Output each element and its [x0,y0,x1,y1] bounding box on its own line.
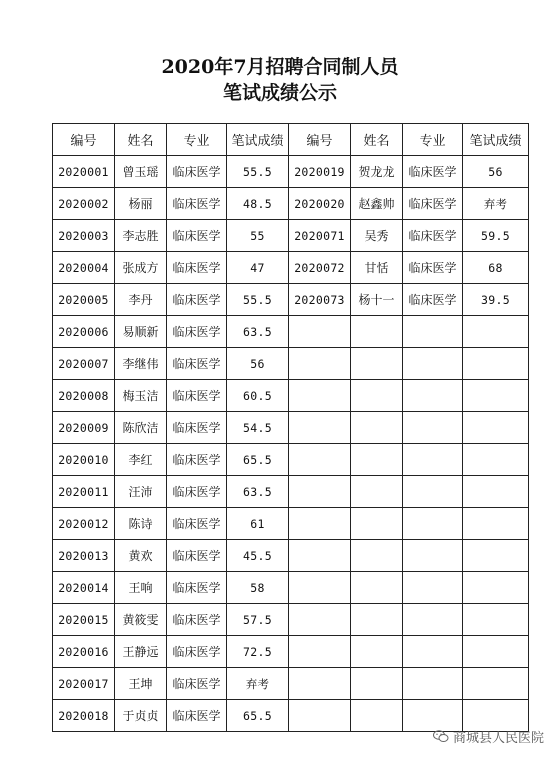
cell-name-1: 陈诗 [115,508,167,540]
cell-name-1: 黄欢 [115,540,167,572]
cell-major-2 [403,540,463,572]
cell-major-1: 临床医学 [167,348,227,380]
cell-id-1: 2020016 [53,636,115,668]
cell-id-1: 2020010 [53,444,115,476]
cell-id-1: 2020004 [53,252,115,284]
cell-major-2 [403,572,463,604]
cell-name-2 [351,700,403,732]
cell-id-2 [289,316,351,348]
cell-major-1: 临床医学 [167,476,227,508]
table-row [53,444,529,476]
cell-major-2 [403,604,463,636]
cell-name-1: 李继伟 [115,348,167,380]
cell-name-2: 贺龙龙 [351,156,403,188]
cell-id-2 [289,540,351,572]
cell-major-2: 临床医学 [403,188,463,220]
cell-score-1: 58 [227,572,289,604]
cell-score-2 [463,380,529,412]
cell-name-1: 张成方 [115,252,167,284]
header-id-1: 编号 [53,124,115,156]
cell-name-1: 黄筱雯 [115,604,167,636]
table-row [53,284,529,316]
cell-name-1: 李红 [115,444,167,476]
cell-id-2: 2020019 [289,156,351,188]
cell-score-2 [463,604,529,636]
cell-score-1: 45.5 [227,540,289,572]
table-row [53,380,529,412]
cell-name-1: 陈欣洁 [115,412,167,444]
cell-name-2: 赵鑫帅 [351,188,403,220]
table-row [53,476,529,508]
table-row [53,604,529,636]
cell-major-2 [403,668,463,700]
cell-id-2 [289,508,351,540]
cell-score-2: 68 [463,252,529,284]
cell-score-1: 47 [227,252,289,284]
cell-score-1: 65.5 [227,444,289,476]
cell-name-1: 王静远 [115,636,167,668]
cell-major-2: 临床医学 [403,220,463,252]
cell-id-1: 2020001 [53,156,115,188]
cell-name-1: 梅玉洁 [115,380,167,412]
cell-score-2: 56 [463,156,529,188]
table-row [53,188,529,220]
cell-name-2: 杨十一 [351,284,403,316]
table-row [53,348,529,380]
table-row [53,412,529,444]
cell-major-2: 临床医学 [403,252,463,284]
cell-name-1: 易顺新 [115,316,167,348]
cell-name-2: 甘恬 [351,252,403,284]
cell-major-2 [403,444,463,476]
cell-id-2: 2020073 [289,284,351,316]
cell-score-1: 56 [227,348,289,380]
table-row [53,220,529,252]
cell-score-2 [463,316,529,348]
cell-id-2 [289,668,351,700]
cell-score-2: 弃考 [463,188,529,220]
cell-score-1: 48.5 [227,188,289,220]
table-row [53,156,529,188]
cell-major-2 [403,476,463,508]
cell-name-2 [351,316,403,348]
cell-id-2 [289,476,351,508]
header-major-1: 专业 [167,124,227,156]
cell-score-1: 57.5 [227,604,289,636]
cell-score-2 [463,572,529,604]
cell-name-1: 曾玉瑶 [115,156,167,188]
cell-major-2 [403,316,463,348]
cell-name-1: 王坤 [115,668,167,700]
cell-score-1: 65.5 [227,700,289,732]
cell-score-2 [463,636,529,668]
cell-id-1: 2020007 [53,348,115,380]
cell-name-1: 李丹 [115,284,167,316]
cell-major-2 [403,636,463,668]
cell-id-2: 2020072 [289,252,351,284]
table-row [53,252,529,284]
cell-name-1: 王响 [115,572,167,604]
cell-score-2 [463,444,529,476]
cell-major-1: 临床医学 [167,316,227,348]
cell-major-1: 临床医学 [167,156,227,188]
cell-id-1: 2020006 [53,316,115,348]
cell-id-1: 2020014 [53,572,115,604]
cell-score-2 [463,412,529,444]
cell-major-1: 临床医学 [167,540,227,572]
header-major-2: 专业 [403,124,463,156]
cell-major-1: 临床医学 [167,220,227,252]
table-row [53,668,529,700]
cell-id-1: 2020008 [53,380,115,412]
cell-score-1: 63.5 [227,476,289,508]
cell-name-2 [351,604,403,636]
cell-name-2 [351,540,403,572]
header-name-2: 姓名 [351,124,403,156]
cell-score-1: 弃考 [227,668,289,700]
cell-id-2: 2020071 [289,220,351,252]
cell-id-1: 2020015 [53,604,115,636]
cell-id-2 [289,572,351,604]
cell-name-2 [351,380,403,412]
cell-id-2 [289,604,351,636]
cell-major-1: 临床医学 [167,444,227,476]
cell-name-2 [351,668,403,700]
header-score-1: 笔试成绩 [227,124,289,156]
cell-name-2 [351,444,403,476]
cell-id-2: 2020020 [289,188,351,220]
cell-id-1: 2020017 [53,668,115,700]
cell-id-2 [289,444,351,476]
cell-major-1: 临床医学 [167,412,227,444]
cell-score-1: 63.5 [227,316,289,348]
cell-id-1: 2020011 [53,476,115,508]
cell-name-2 [351,476,403,508]
cell-score-1: 55.5 [227,284,289,316]
cell-name-2 [351,412,403,444]
cell-id-1: 2020003 [53,220,115,252]
table-row [53,636,529,668]
cell-score-2 [463,348,529,380]
cell-score-2 [463,476,529,508]
header-score-2: 笔试成绩 [463,124,529,156]
cell-score-1: 72.5 [227,636,289,668]
cell-id-1: 2020005 [53,284,115,316]
cell-major-1: 临床医学 [167,700,227,732]
cell-id-2 [289,412,351,444]
cell-id-1: 2020013 [53,540,115,572]
table-row [53,572,529,604]
cell-major-1: 临床医学 [167,668,227,700]
watermark [433,727,544,746]
cell-id-2 [289,700,351,732]
cell-id-1: 2020002 [53,188,115,220]
wechat-icon [433,730,449,743]
cell-major-1: 临床医学 [167,188,227,220]
cell-score-2: 39.5 [463,284,529,316]
table-row [53,508,529,540]
cell-major-1: 临床医学 [167,252,227,284]
cell-name-1: 李志胜 [115,220,167,252]
cell-score-2: 59.5 [463,220,529,252]
cell-id-2 [289,636,351,668]
cell-name-1: 杨丽 [115,188,167,220]
cell-score-2 [463,668,529,700]
cell-major-1: 临床医学 [167,604,227,636]
cell-id-1: 2020009 [53,412,115,444]
cell-score-1: 60.5 [227,380,289,412]
cell-major-2 [403,508,463,540]
cell-major-2 [403,380,463,412]
cell-id-1: 2020018 [53,700,115,732]
cell-score-1: 61 [227,508,289,540]
table-header-row [53,124,529,156]
table-row [53,316,529,348]
cell-name-2 [351,508,403,540]
cell-major-1: 临床医学 [167,508,227,540]
header-id-2: 编号 [289,124,351,156]
cell-score-2 [463,540,529,572]
watermark-text: 商城县人民医院 [452,731,544,746]
cell-score-1: 54.5 [227,412,289,444]
cell-major-1: 临床医学 [167,284,227,316]
cell-major-2 [403,412,463,444]
header-name-1: 姓名 [115,124,167,156]
cell-name-1: 汪沛 [115,476,167,508]
cell-score-1: 55 [227,220,289,252]
cell-major-2 [403,348,463,380]
cell-score-1: 55.5 [227,156,289,188]
score-table [52,123,529,732]
cell-major-1: 临床医学 [167,636,227,668]
cell-id-2 [289,380,351,412]
cell-name-2 [351,348,403,380]
cell-name-2 [351,572,403,604]
cell-id-1: 2020012 [53,508,115,540]
cell-name-1: 于贞贞 [115,700,167,732]
page-subtitle: 笔试成绩公示 [222,82,337,104]
cell-major-1: 临床医学 [167,380,227,412]
cell-name-2: 吴秀 [351,220,403,252]
cell-score-2 [463,508,529,540]
cell-major-2: 临床医学 [403,156,463,188]
cell-major-1: 临床医学 [167,572,227,604]
page-title: 2020年7月招聘合同制人员 [161,56,399,78]
table-row [53,540,529,572]
cell-major-2: 临床医学 [403,284,463,316]
cell-id-2 [289,348,351,380]
cell-name-2 [351,636,403,668]
